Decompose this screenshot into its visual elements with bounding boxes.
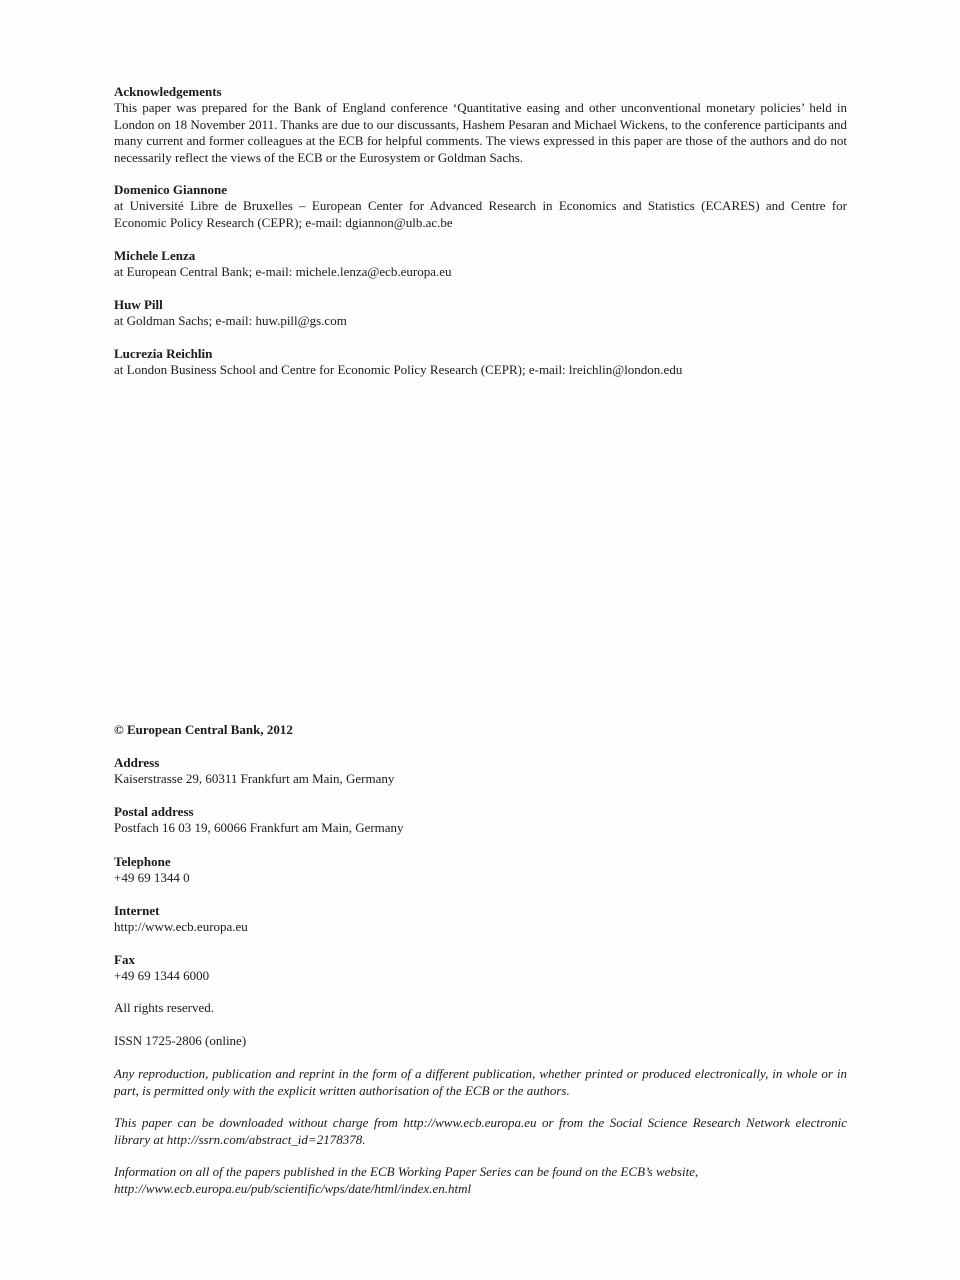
copyright-section	[114, 721, 847, 738]
issn-number: ISSN 1725-2806 (online)	[114, 1033, 247, 1048]
rights-section	[114, 1000, 847, 1017]
postal-address-label: Postal address	[114, 804, 194, 819]
author-affiliation: at Goldman Sachs; e-mail: huw.pill@gs.com	[114, 313, 347, 328]
acknowledgements-heading: Acknowledgements	[114, 84, 222, 99]
address-section	[114, 754, 847, 788]
address-label: Address	[114, 755, 160, 770]
internet-value: http://www.ecb.europa.eu	[114, 919, 248, 934]
internet-section	[114, 902, 847, 936]
copyright-notice: © European Central Bank, 2012	[114, 722, 293, 737]
author-affiliation: at European Central Bank; e-mail: michele.lenza@ecb.europa.eu	[114, 264, 452, 279]
fax-value: +49 69 1344 6000	[114, 968, 210, 983]
postal-address-value: Postfach 16 03 19, 60066 Frankfurt am Main, Germany	[114, 820, 404, 835]
acknowledgements-section	[114, 83, 847, 166]
rights-statement: All rights reserved.	[114, 1000, 215, 1015]
acknowledgements-text: This paper was prepared for the Bank of England conference ‘Quantitative easing and other unconventional monetary policies’ held in London on 18 November 2011. Thanks are due to our discussants, Hashem Pesaran and Michael Wickens, to the conference participants and many current and former colleagues at the ECB for helpful comments. The views expressed in this paper are those of the authors and do not necessarily reflect the views of the ECB or the Eurosystem or Goldman Sachs.	[114, 100, 847, 165]
information-notice: Information on all of the papers published in the ECB Working Paper Series can be found on the ECB’s website,	[114, 1164, 699, 1179]
address-value: Kaiserstrasse 29, 60311 Frankfurt am Main, Germany	[114, 771, 395, 786]
download-notice-section	[114, 1115, 847, 1148]
author-name: Domenico Giannone	[114, 182, 228, 197]
author-affiliation: at Université Libre de Bruxelles – European Center for Advanced Research in Economics and Statistics (ECARES) and Centre for Economic Policy Research (CEPR); e-mail: dgiannon@ulb.ac.be	[114, 198, 847, 230]
author-affiliation: at London Business School and Centre for Economic Policy Research (CEPR); e-mail: lreichlin@london.edu	[114, 362, 683, 377]
telephone-value: +49 69 1344 0	[114, 870, 190, 885]
reproduction-notice: Any reproduction, publication and reprint in the form of a different publication, whether printed or produced electronically, in whole or in part, is permitted only with the explicit written authorisation of the ECB or the authors.	[114, 1066, 847, 1098]
reproduction-notice-section	[114, 1066, 847, 1099]
author-block	[114, 296, 847, 330]
fax-section	[114, 951, 847, 985]
telephone-label: Telephone	[114, 854, 171, 869]
download-notice: This paper can be downloaded without charge from http://www.ecb.europa.eu or from the Social Science Research Network electronic library at http://ssrn.com/abstract_id=2178378.	[114, 1115, 847, 1147]
author-block	[114, 181, 847, 231]
internet-label: Internet	[114, 903, 160, 918]
fax-label: Fax	[114, 952, 135, 967]
information-notice-section	[114, 1164, 847, 1197]
postal-address-section	[114, 803, 847, 837]
author-block	[114, 345, 847, 379]
issn-section	[114, 1033, 847, 1050]
author-name: Huw Pill	[114, 297, 163, 312]
author-block	[114, 247, 847, 281]
author-name: Michele Lenza	[114, 248, 196, 263]
telephone-section	[114, 853, 847, 887]
author-name: Lucrezia Reichlin	[114, 346, 213, 361]
information-url: http://www.ecb.europa.eu/pub/scientific/wps/date/html/index.en.html	[114, 1180, 472, 1196]
